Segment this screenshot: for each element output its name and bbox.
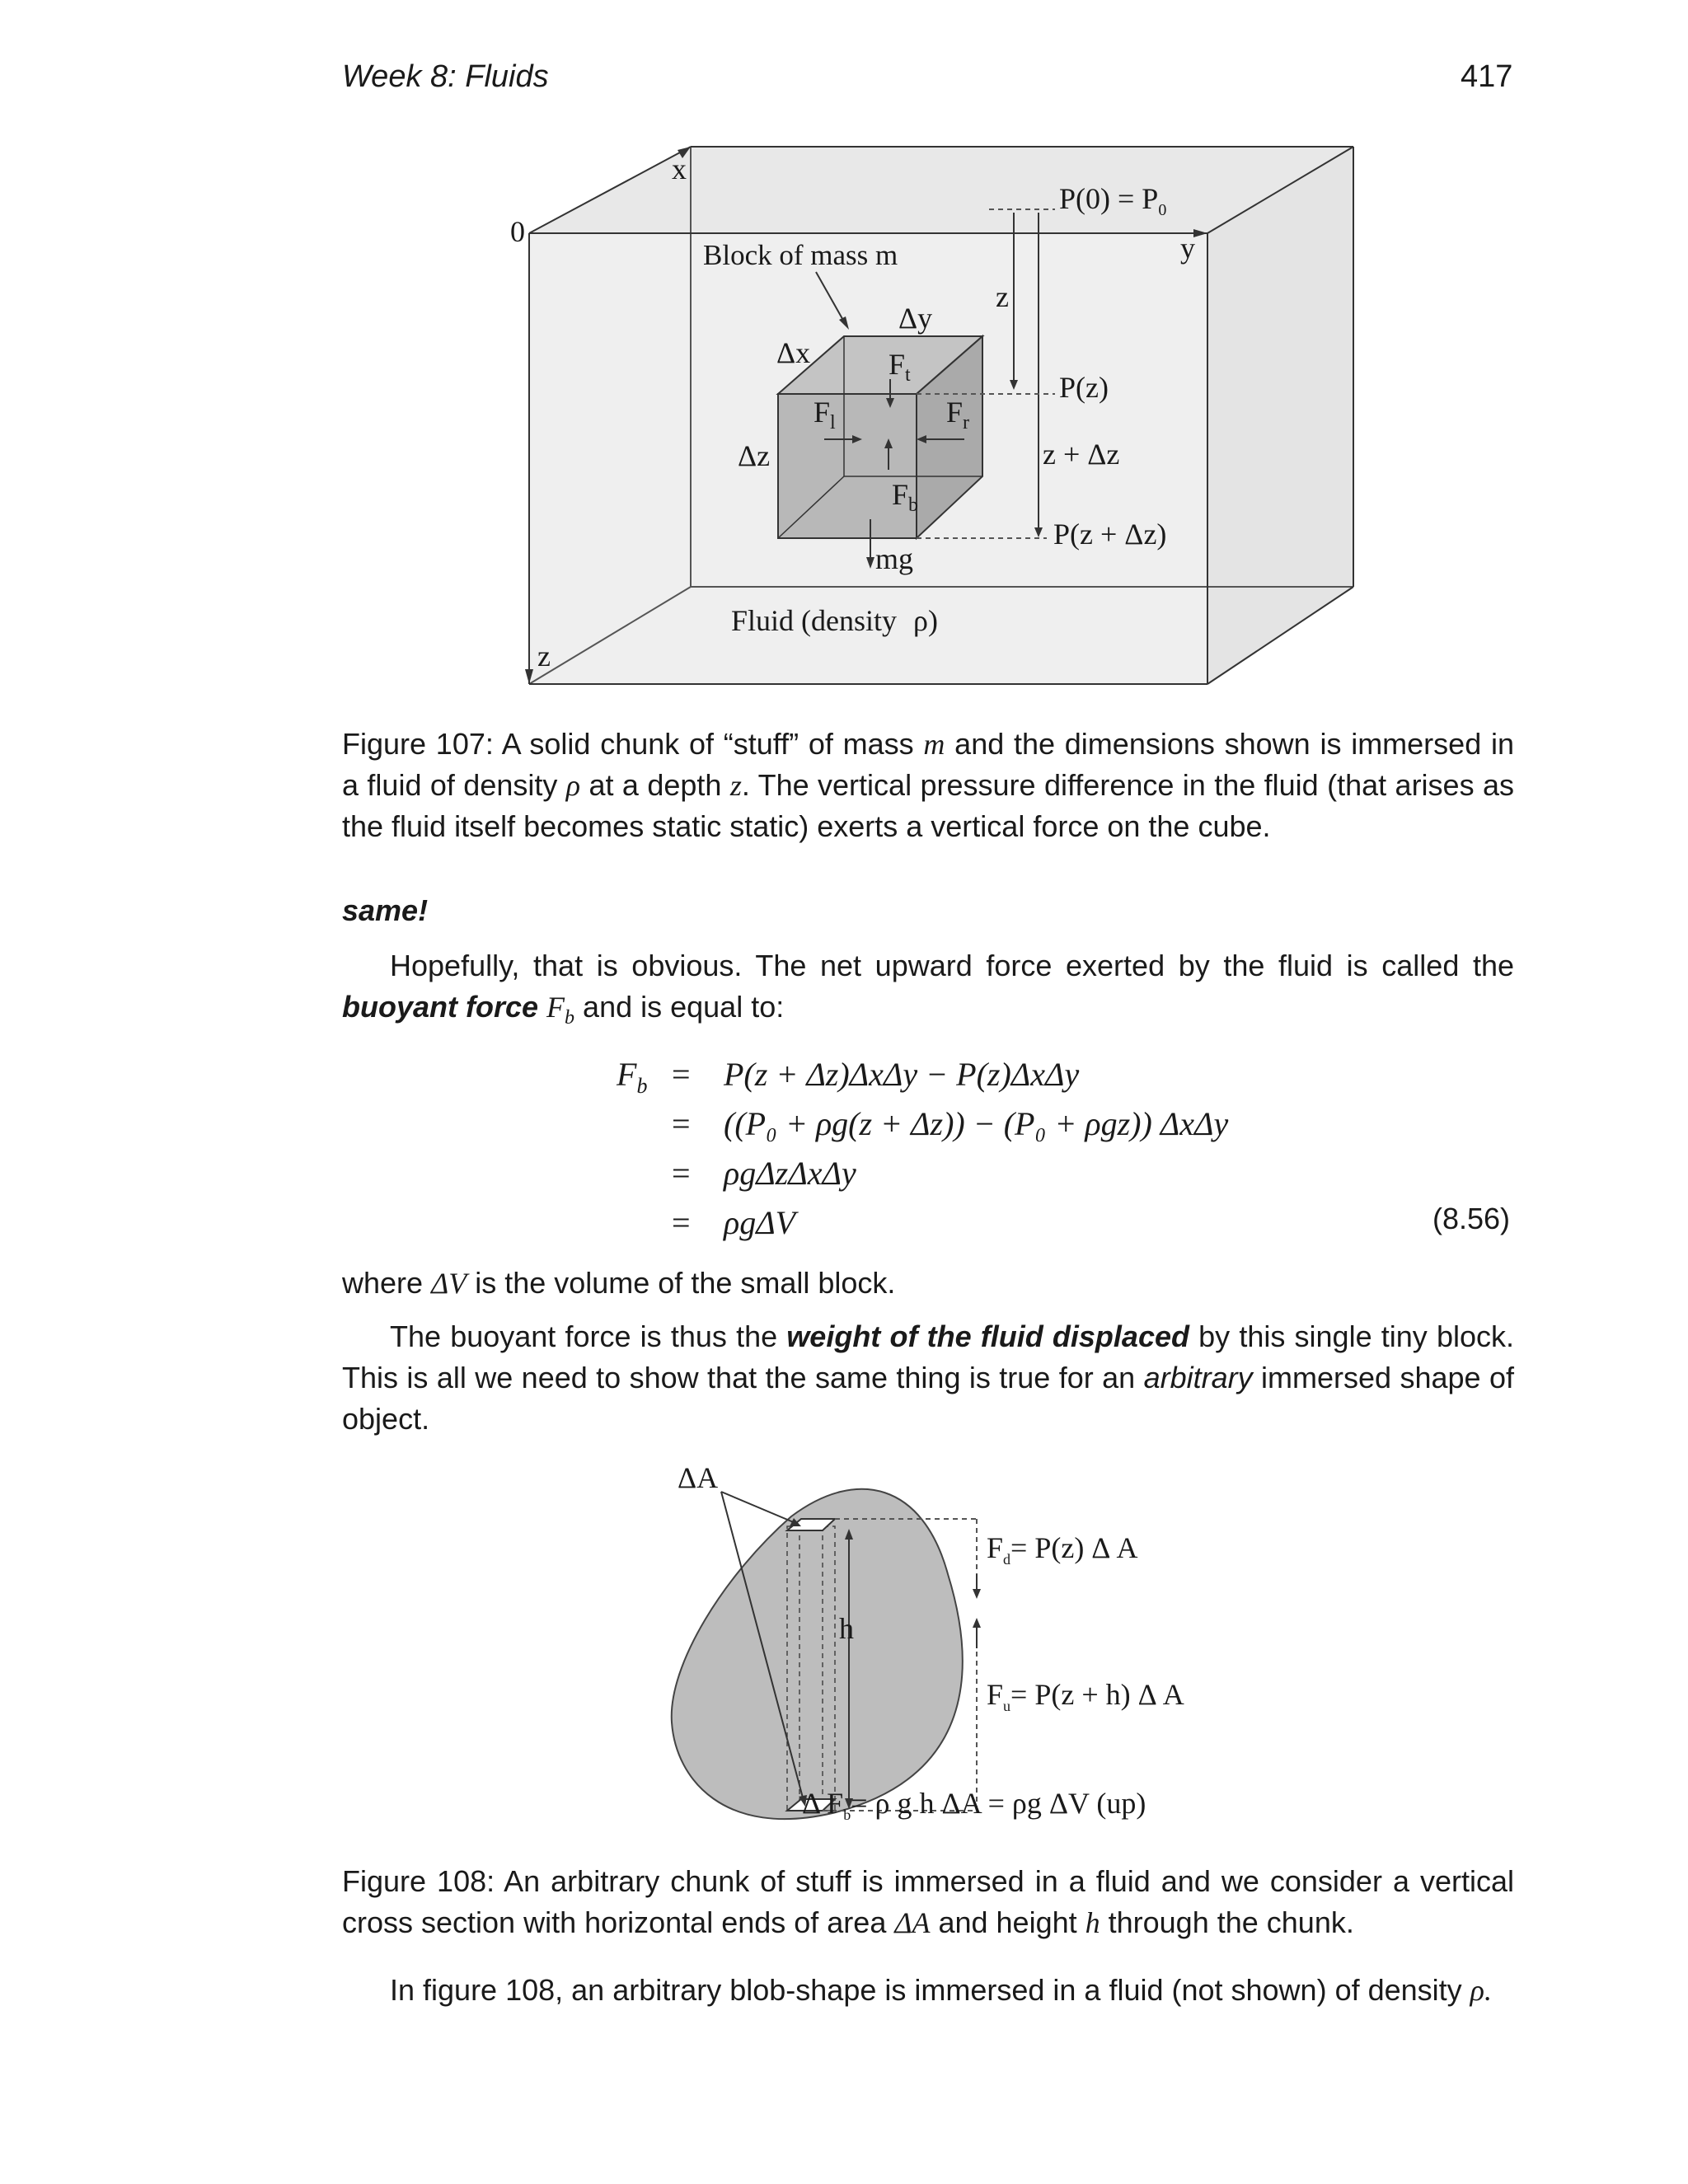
equation-row-1: P(z + Δz)ΔxΔy − P(z)ΔxΔy [724,1056,1080,1093]
equation-number: (8.56) [1432,1202,1511,1235]
paragraph-weight-displaced: The buoyant force is thus the weight of the fluid displaced by this single tiny block. This is all we need to show that the same thing is true for an arbitrary immersed shape of object. [342,1319,1515,1436]
pz-dz-label: P(z + Δz) [1053,518,1167,551]
fd-arrowhead [973,1589,981,1599]
equation-equals: = [672,1155,691,1192]
running-header: Week 8: Fluids [342,59,549,94]
p0-label: $P(0) = P_0$ [1059,182,1167,219]
fu-arrowhead [973,1618,981,1628]
equation-lhs: $F_b$ [617,1056,648,1098]
axis-y-label: y [1180,232,1195,265]
weight-label: mg [875,542,914,575]
depth-z-label: z [996,280,1009,313]
z-dz-label: z + Δz [1043,438,1120,471]
force-top-label: $F_t$ [889,348,911,386]
figure-108-equation [0,1772,1688,1838]
force-right-label: $F_r$ [946,396,970,434]
equation-row-2: ((P₀ + ρg(z + Δz)) − (P₀ + ρgz)) ΔxΔy [724,1105,1229,1142]
fluid-label: Fluid (density ρ) [731,604,938,637]
equation-equals: = [672,1204,691,1241]
heading-same: same! [342,893,429,927]
figure-108-caption: Figure 108: An arbitrary chunk of stuff is immersed in a fluid and we consider a vertical cross section with horizontal ends of area ΔA and height h through the chunk. [342,1864,1514,1939]
height-label: h [839,1612,854,1645]
paragraph-where: where ΔV is the volume of the small block. [342,1266,896,1300]
paragraph-buoyant-force: Hopefully, that is obvious. The net upward force exerted by the fluid is called the buoyant force $F_b$ and is equal to: [342,949,1514,1029]
equation-equals: = [672,1056,691,1093]
figure-107 [0,0,1688,742]
fd-label: $F_d= P(z)$ Δ A [987,1531,1138,1568]
axis-z-label: z [537,640,551,673]
force-buoyant-label: $F_b$ [892,478,919,516]
equation-equals: = [672,1105,691,1142]
arbitrary-blob [672,1489,963,1819]
force-left-label: $F_l$ [814,396,836,434]
pz-label: P(z) [1059,371,1109,404]
paragraph-blob: In figure 108, an arbitrary blob-shape is immersed in a fluid (not shown) of density ρ. [390,1973,1492,2007]
figure-107-caption: Figure 107: A solid chunk of “stuff” of mass m and the dimensions shown is immersed in a fluid of density ρ at a depth z. The vertical pressure difference in the fluid (that arises as the fluid itself becomes static static) exerts a vertical force on the cube. [342,727,1515,843]
dy-label: Δy [898,302,933,335]
axis-x-label: x [672,152,687,185]
equation-row-3: ρgΔzΔxΔy [724,1155,856,1192]
dx-label: Δx [776,336,811,369]
dz-label: Δz [738,439,771,472]
fu-label: $F_u= P(z + h)$ Δ A [987,1678,1184,1714]
block-label: Block of mass m [703,239,898,271]
delta-a-pointer-top [721,1492,795,1523]
origin-label: 0 [510,215,525,248]
delta-a-label: ΔA [678,1461,719,1494]
equation-row-4: ρgΔV [724,1204,796,1241]
page-number: 417 [1461,59,1513,94]
buoyant-force-equation: Δ $F_b= \rho$ g h ΔA = ρg ΔV (up) [802,1787,1146,1823]
